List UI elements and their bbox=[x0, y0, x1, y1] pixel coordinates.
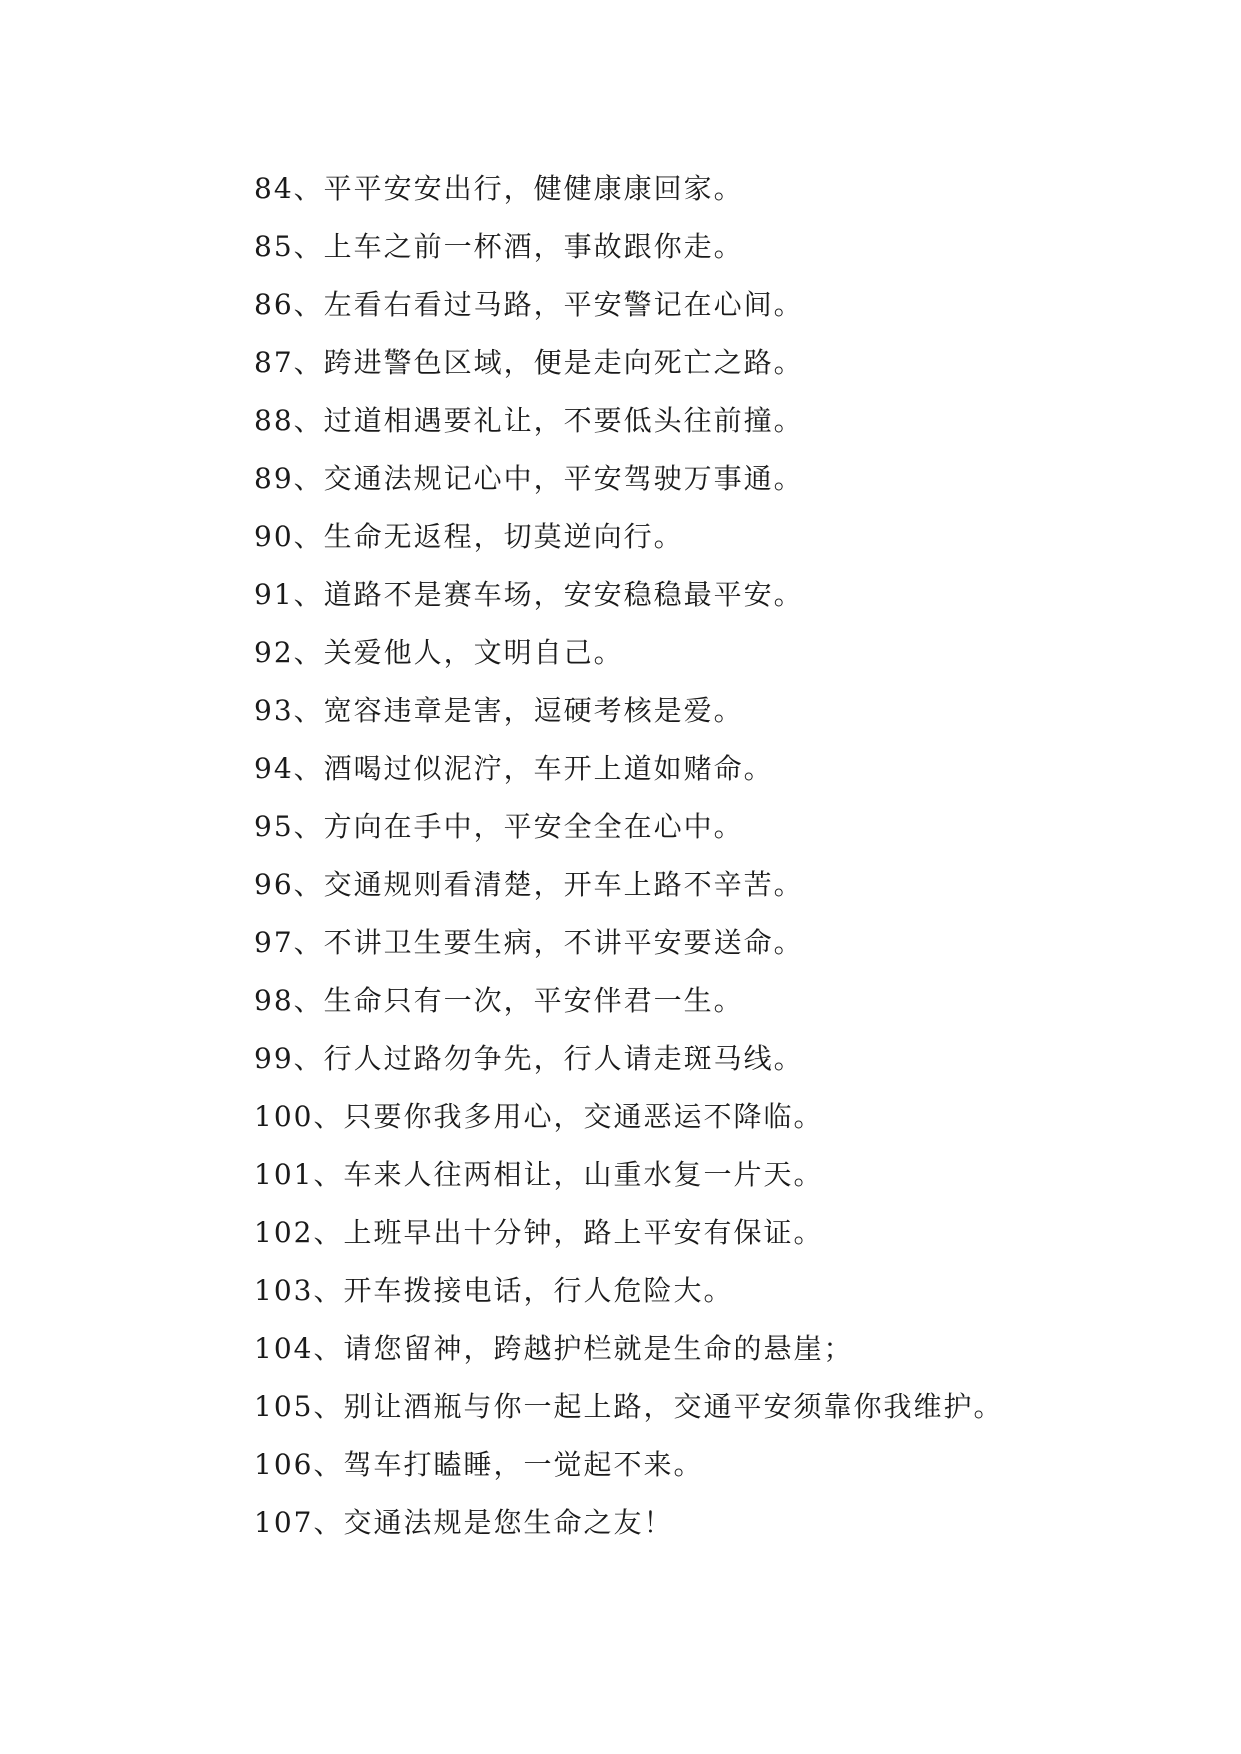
slogan-line-94: 94、酒喝过似泥泞，车开上道如赌命。 bbox=[254, 752, 774, 785]
slogan-line-84: 84、平平安安出行，健健康康回家。 bbox=[254, 172, 744, 205]
slogan-line-97: 97、不讲卫生要生病，不讲平安要送命。 bbox=[254, 926, 804, 959]
slogan-line-91: 91、道路不是赛车场，安安稳稳最平安。 bbox=[254, 578, 804, 611]
slogan-line-89: 89、交通法规记心中，平安驾驶万事通。 bbox=[254, 462, 804, 495]
slogan-line-90: 90、生命无返程，切莫逆向行。 bbox=[254, 520, 684, 553]
slogan-line-86: 86、左看右看过马路，平安警记在心间。 bbox=[254, 288, 804, 321]
slogan-line-87: 87、跨进警色区域，便是走向死亡之路。 bbox=[254, 346, 804, 379]
slogan-line-95: 95、方向在手中，平安全全在心中。 bbox=[254, 810, 744, 843]
slogan-line-102: 102、上班早出十分钟，路上平安有保证。 bbox=[254, 1216, 824, 1249]
slogan-line-85: 85、上车之前一杯酒，事故跟你走。 bbox=[254, 230, 744, 263]
slogan-line-99: 99、行人过路勿争先，行人请走斑马线。 bbox=[254, 1042, 804, 1075]
slogan-line-101: 101、车来人往两相让，山重水复一片天。 bbox=[254, 1158, 824, 1191]
slogan-line-96: 96、交通规则看清楚，开车上路不辛苦。 bbox=[254, 868, 804, 901]
slogan-line-107: 107、交通法规是您生命之友！ bbox=[254, 1506, 674, 1539]
slogan-line-93: 93、宽容违章是害，逗硬考核是爱。 bbox=[254, 694, 744, 727]
slogan-line-106: 106、驾车打瞌睡，一觉起不来。 bbox=[254, 1448, 704, 1481]
slogan-line-100: 100、只要你我多用心，交通恶运不降临。 bbox=[254, 1100, 824, 1133]
slogan-line-103: 103、开车拨接电话，行人危险大。 bbox=[254, 1274, 734, 1307]
slogan-line-98: 98、生命只有一次，平安伴君一生。 bbox=[254, 984, 744, 1017]
slogan-line-105: 105、别让酒瓶与你一起上路，交通平安须靠你我维护。 bbox=[254, 1390, 1004, 1423]
slogan-line-92: 92、关爱他人，文明自己。 bbox=[254, 636, 624, 669]
slogan-line-104: 104、请您留神，跨越护栏就是生命的悬崖； bbox=[254, 1332, 854, 1365]
slogan-list bbox=[254, 160, 1154, 1552]
slogan-line-88: 88、过道相遇要礼让，不要低头往前撞。 bbox=[254, 404, 804, 437]
